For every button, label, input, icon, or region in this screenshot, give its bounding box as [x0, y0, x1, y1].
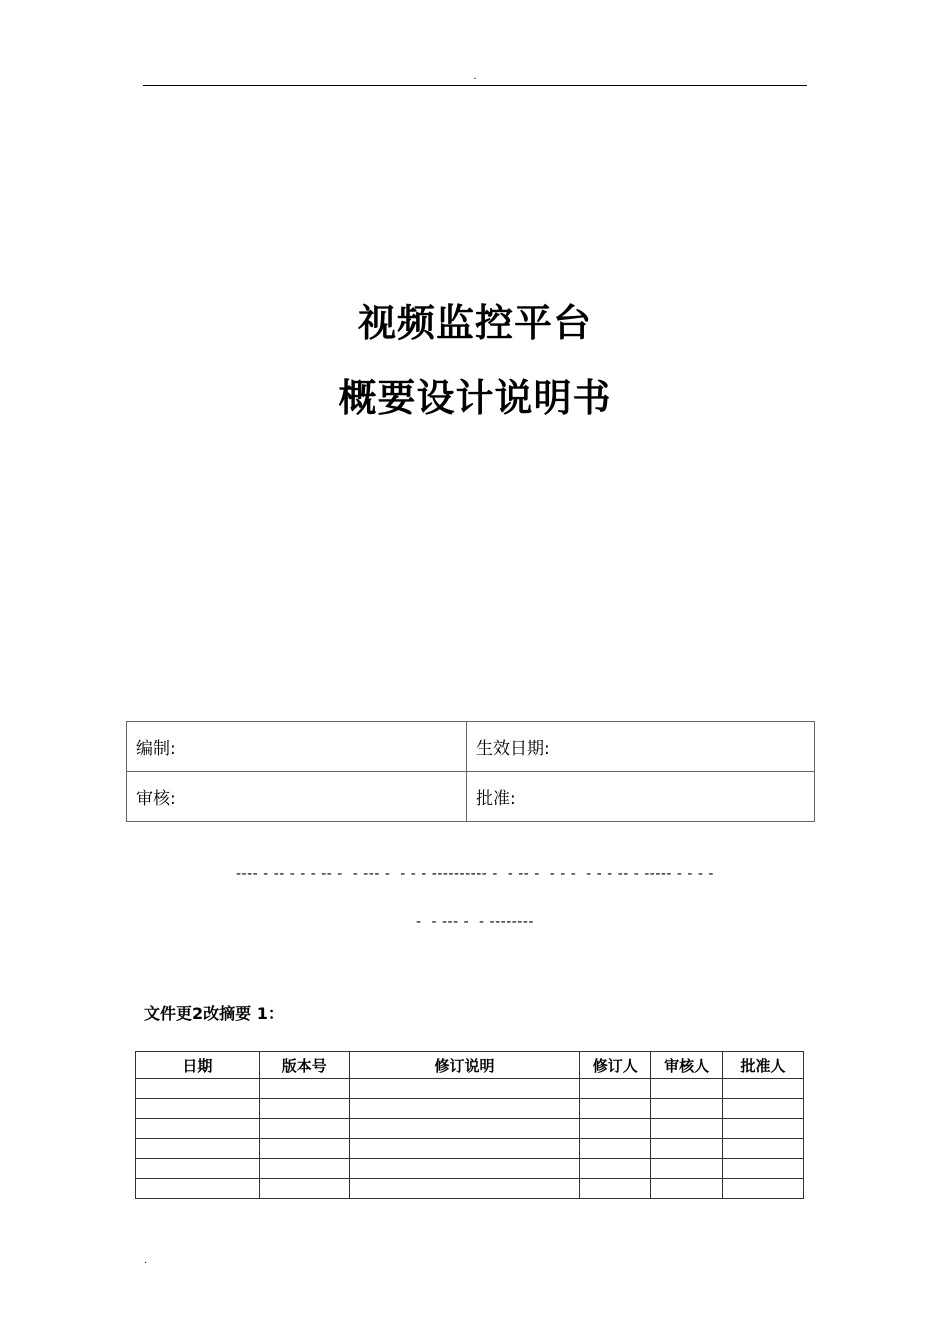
table-cell: [580, 1079, 651, 1099]
document-subtitle: 概要设计说明书: [338, 376, 612, 420]
table-cell: [723, 1099, 804, 1119]
table-cell: [349, 1159, 580, 1179]
table-cell: [723, 1179, 804, 1199]
table-cell: [136, 1139, 260, 1159]
table-row: [136, 1139, 804, 1159]
table-cell: [259, 1179, 349, 1199]
header-mark: .: [473, 71, 477, 82]
table-cell: [136, 1119, 260, 1139]
column-header-version: 版本号: [259, 1052, 349, 1079]
table-cell: [651, 1099, 723, 1119]
table-cell: [259, 1139, 349, 1159]
table-cell: [349, 1099, 580, 1119]
table-cell: [136, 1079, 260, 1099]
effective-date-cell: 生效日期:: [467, 722, 815, 772]
table-cell: [723, 1139, 804, 1159]
column-header-reviser: 修订人: [580, 1052, 651, 1079]
reviewer-cell: 审核:: [127, 772, 467, 822]
column-header-approver: 批准人: [723, 1052, 804, 1079]
table-row: [136, 1119, 804, 1139]
table-cell: [349, 1179, 580, 1199]
table-cell: [723, 1119, 804, 1139]
table-cell: [136, 1179, 260, 1199]
document-title: 视频监控平台: [357, 301, 592, 345]
table-cell: [580, 1159, 651, 1179]
table-row: [136, 1159, 804, 1179]
footer-mark: .: [144, 1255, 148, 1266]
signoff-row: [127, 772, 815, 822]
column-header-reviewer: 审核人: [651, 1052, 723, 1079]
table-cell: [651, 1179, 723, 1199]
table-cell: [136, 1159, 260, 1179]
change-log-table: [135, 1051, 804, 1199]
table-cell: [651, 1159, 723, 1179]
separator-line: ---- - -- - - - -- - - --- - - - - ---------- - - -- - - - - - - - -- - ----- - - - -: [235, 866, 714, 882]
table-cell: [259, 1099, 349, 1119]
table-cell: [349, 1079, 580, 1099]
table-row: [136, 1079, 804, 1099]
approver-cell: 批准:: [467, 772, 815, 822]
table-cell: [349, 1139, 580, 1159]
change-log-body: [136, 1079, 804, 1199]
table-cell: [136, 1099, 260, 1119]
table-row: [136, 1179, 804, 1199]
table-header-row: [136, 1052, 804, 1079]
table-cell: [651, 1139, 723, 1159]
separator-line: - - --- - - --------: [416, 914, 534, 930]
change-summary-title: 文件更2改摘要 1：: [144, 1004, 284, 1023]
header-rule: [143, 85, 807, 86]
table-cell: [349, 1119, 580, 1139]
column-header-revision-notes: 修订说明: [349, 1052, 580, 1079]
table-cell: [259, 1079, 349, 1099]
table-cell: [259, 1159, 349, 1179]
table-cell: [580, 1099, 651, 1119]
table-cell: [651, 1079, 723, 1099]
editor-cell: 编制:: [127, 722, 467, 772]
table-cell: [580, 1179, 651, 1199]
table-cell: [580, 1119, 651, 1139]
table-cell: [651, 1119, 723, 1139]
table-cell: [259, 1119, 349, 1139]
signoff-table: [126, 721, 815, 822]
table-cell: [723, 1159, 804, 1179]
table-cell: [580, 1139, 651, 1159]
column-header-date: 日期: [136, 1052, 260, 1079]
table-row: [136, 1099, 804, 1119]
signoff-row: [127, 722, 815, 772]
table-cell: [723, 1079, 804, 1099]
